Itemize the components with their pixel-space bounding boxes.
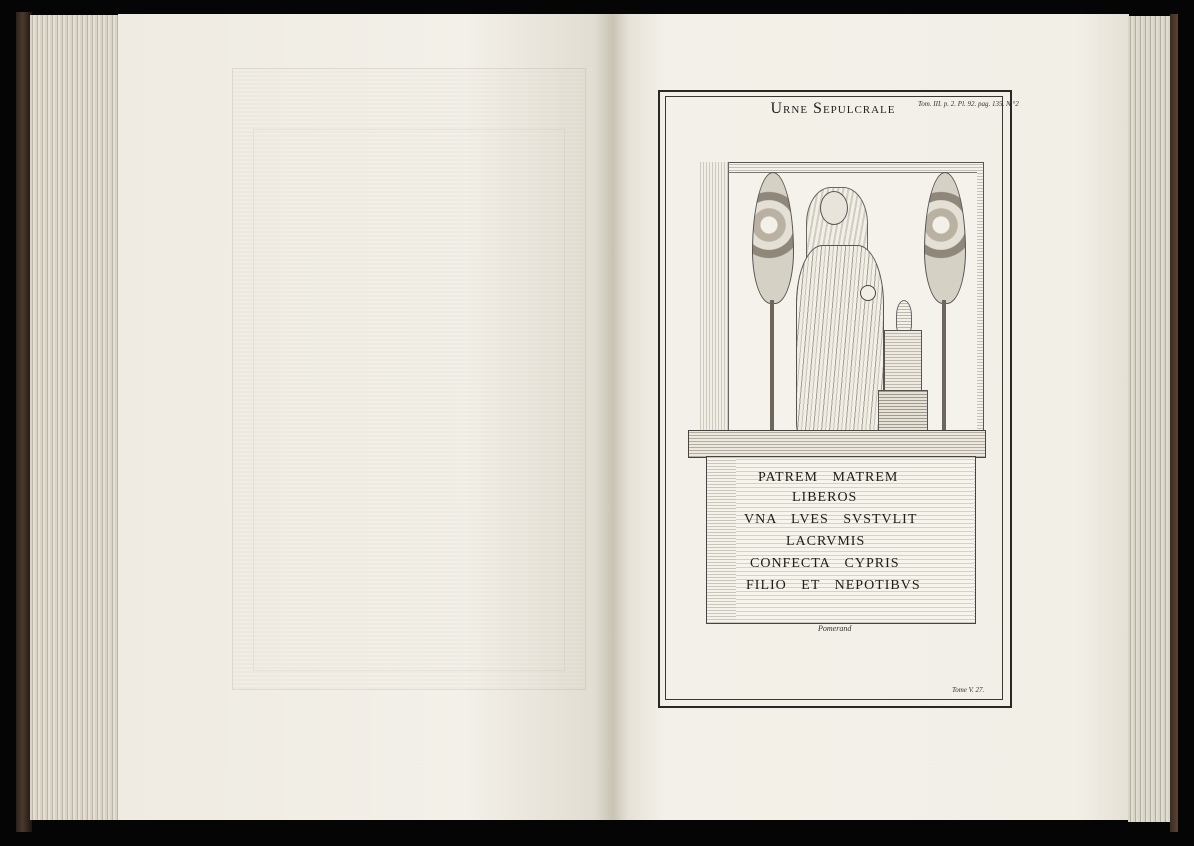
altar-capital <box>884 330 922 392</box>
plate-title: Urne Sepulcrale <box>770 100 896 117</box>
inscription-line-5: CONFECTA CYPRIS <box>750 556 900 571</box>
bleed-through-frame <box>253 129 565 671</box>
engraver-signature: Pomerand <box>818 624 852 633</box>
altar-flame <box>896 300 912 332</box>
bleed-through-plate <box>232 68 586 690</box>
tome-label: Tome V. 27. <box>952 686 985 694</box>
book-binding-right <box>1170 14 1178 832</box>
plate-reference: Tom. III. p. 2. Pl. 92. pag. 135. N.°2 <box>918 100 1019 108</box>
page-stack-left <box>30 15 121 820</box>
relief-ledge <box>688 430 986 458</box>
altar <box>878 300 926 445</box>
inscription-line-3: VNA LVES SVSTVLIT <box>744 512 918 527</box>
cypress-trunk <box>942 300 946 430</box>
figure-head <box>820 191 848 225</box>
relief-left-pier <box>700 162 729 434</box>
inscription-line-6: FILIO ET NEPOTIBVS <box>746 578 921 593</box>
figure-robe <box>796 245 884 442</box>
page-stack-right <box>1128 16 1174 822</box>
inscription-line-2: LIBEROS <box>792 490 858 505</box>
cypress-trunk <box>770 300 774 430</box>
inscription-line-4: LACRVMIS <box>786 534 866 549</box>
inscription-line-1: PATREM MATREM <box>758 470 899 485</box>
figure-hand-offering <box>860 285 876 301</box>
